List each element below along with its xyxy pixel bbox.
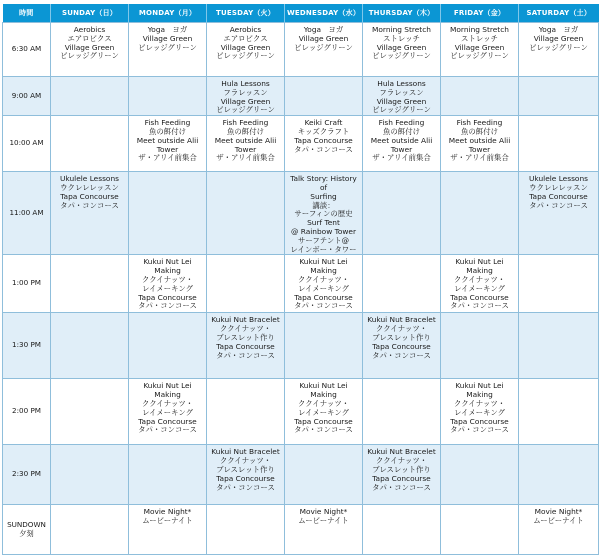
activity-text: ククイナッツ・: [375, 324, 428, 334]
activity-text: フラレッスン: [223, 87, 268, 97]
activity-text: タパ・コンコース: [216, 482, 275, 492]
activity-text: Tapa Concourse: [60, 191, 119, 201]
time-cell: [3, 255, 51, 313]
activity-text: ウクレレレッスン: [60, 182, 119, 192]
activity-text: Tapa Concourse: [294, 135, 353, 145]
saturday-activity-cell: [519, 505, 599, 555]
activity-text: Movie Night*: [143, 507, 192, 517]
activity-text: Ukulele Lessons: [60, 174, 119, 184]
tuesday-activity-cell: [207, 379, 285, 445]
time-cell: [3, 313, 51, 379]
friday-activity-cell: [441, 313, 519, 379]
activity-text: Talk Story: History of: [290, 174, 357, 192]
activity-text: Meet outside Alii: [136, 135, 199, 145]
activity-text: Hula Lessons: [221, 79, 270, 88]
wednesday-activity-cell: [285, 445, 363, 505]
activity-text: Yoga ヨガ: [303, 25, 344, 34]
activity-text: Tapa Concourse: [216, 473, 275, 483]
activity-text: レイメーキング: [297, 283, 350, 293]
thursday-activity-cell: [363, 172, 441, 255]
activity-text: Fish Feeding: [144, 118, 191, 128]
activity-text: レイメーキング: [297, 407, 350, 417]
time-cell: [3, 379, 51, 445]
activity-text: Morning Stretch: [372, 25, 431, 34]
saturday-activity-cell: [519, 255, 599, 313]
activity-text: Yoga ヨガ: [538, 25, 579, 34]
activity-text: レイメーキング: [453, 283, 506, 293]
activity-text: 魚の餌付け: [149, 126, 186, 136]
wednesday-column-header: WEDNESDAY（水）: [285, 4, 363, 23]
friday-activity-cell: [441, 116, 519, 172]
time-label: 2:30 PM: [12, 469, 41, 479]
monday-activity-cell: [129, 23, 207, 77]
activity-text: ストレッチ: [383, 33, 420, 43]
activity-text: タパ・コンコース: [60, 200, 119, 210]
activity-text: エアロビクス: [223, 33, 268, 43]
activity-text: ウクレレレッスン: [529, 182, 588, 192]
activity-text: Surf Tent: [307, 218, 340, 228]
schedule-body: [3, 23, 599, 555]
activity-text: Morning Stretch: [450, 25, 509, 34]
friday-activity-cell: [441, 172, 519, 255]
thursday-activity-cell: [363, 23, 441, 77]
saturday-activity-cell: [519, 116, 599, 172]
sunday-column-header: SUNDAY（日）: [51, 4, 129, 23]
activity-text: Kukui Nut Lei: [299, 381, 348, 391]
monday-activity-cell: [129, 379, 207, 445]
activity-text: Village Green: [220, 96, 271, 106]
activity-text: 講談：: [312, 200, 335, 210]
thursday-activity-cell: [363, 116, 441, 172]
activity-text: Ukulele Lessons: [529, 174, 588, 184]
tuesday-activity-cell: [207, 505, 285, 555]
activity-text: ビレッジグリーン: [372, 105, 431, 115]
activity-text: ビレッジグリーン: [216, 105, 275, 115]
wednesday-activity-cell: [285, 379, 363, 445]
activity-text: Village Green: [376, 96, 427, 106]
activity-text: Tapa Concourse: [372, 341, 431, 351]
activity-text: Village Green: [142, 33, 193, 43]
time-cell: [3, 505, 51, 555]
activity-text: Keiki Craft: [304, 118, 343, 128]
wednesday-activity-cell: [285, 313, 363, 379]
saturday-activity-cell: [519, 313, 599, 379]
schedule-row: [3, 505, 599, 555]
monday-activity-cell: [129, 255, 207, 313]
tuesday-activity-cell: [207, 445, 285, 505]
activity-text: Surfing: [310, 191, 337, 201]
activity-text: ククイナッツ・: [453, 274, 506, 284]
thursday-activity-cell: [363, 505, 441, 555]
activity-text: ザ・アリイ前集合: [216, 153, 275, 163]
activity-text: Meet outside Alii: [370, 135, 433, 145]
activity-text: Kukui Nut Lei: [143, 257, 192, 267]
schedule-row: [3, 172, 599, 255]
activity-text: サーフィンの歴史: [294, 209, 353, 219]
activity-text: タパ・コンコース: [372, 350, 431, 360]
sunday-activity-cell: [51, 116, 129, 172]
activity-text: Movie Night*: [534, 507, 583, 517]
activity-text: フラレッスン: [379, 87, 424, 97]
schedule-row: [3, 379, 599, 445]
time-cell: [3, 23, 51, 77]
thursday-activity-cell: [363, 313, 441, 379]
time-label: SUNDOWN: [7, 520, 46, 530]
time-column-header: 時間: [3, 4, 51, 23]
sunday-activity-cell: [51, 23, 129, 77]
schedule-row: [3, 255, 599, 313]
activity-text: ビレッジグリーン: [138, 42, 197, 52]
activity-text: ククイナッツ・: [297, 398, 350, 408]
activity-text: ブレスレット作り: [372, 464, 431, 474]
friday-activity-cell: [441, 379, 519, 445]
activity-text: タパ・コンコース: [450, 301, 509, 311]
activity-text: Making: [466, 266, 493, 276]
activity-text: ブレスレット作り: [372, 332, 431, 342]
activity-text: タパ・コンコース: [294, 301, 353, 311]
sunday-activity-cell: [51, 313, 129, 379]
activity-text: タパ・コンコース: [294, 425, 353, 435]
activity-text: Fish Feeding: [222, 118, 269, 128]
activity-text: ビレッジグリーン: [529, 42, 588, 52]
activity-text: ククイナッツ・: [141, 274, 194, 284]
activity-text: ビレッジグリーン: [60, 51, 119, 61]
activity-text: レインボー・タワー: [290, 244, 357, 254]
activity-text: Fish Feeding: [456, 118, 503, 128]
sunday-activity-cell: [51, 172, 129, 255]
thursday-activity-cell: [363, 379, 441, 445]
activity-text: Making: [310, 390, 337, 400]
monday-activity-cell: [129, 77, 207, 116]
monday-column-header: MONDAY（月）: [129, 4, 207, 23]
schedule-row: [3, 116, 599, 172]
activity-text: Fish Feeding: [378, 118, 425, 128]
activity-text: Tapa Concourse: [450, 416, 509, 426]
activity-text: Village Green: [533, 33, 584, 43]
tuesday-column-header: TUESDAY（火）: [207, 4, 285, 23]
schedule-row: [3, 445, 599, 505]
friday-activity-cell: [441, 445, 519, 505]
activity-text: レイメーキング: [141, 283, 194, 293]
activity-text: Hula Lessons: [377, 79, 426, 88]
sunday-activity-cell: [51, 505, 129, 555]
saturday-activity-cell: [519, 23, 599, 77]
activity-text: Kukui Nut Lei: [455, 381, 504, 391]
activity-text: 魚の餌付け: [383, 126, 420, 136]
time-label: 10:00 AM: [9, 138, 44, 148]
activity-text: Tapa Concourse: [216, 341, 275, 351]
wednesday-activity-cell: [285, 77, 363, 116]
activity-text: ストレッチ: [461, 33, 498, 43]
friday-activity-cell: [441, 23, 519, 77]
activity-text: Tapa Concourse: [294, 416, 353, 426]
activity-text: Village Green: [220, 42, 271, 52]
wednesday-activity-cell: [285, 116, 363, 172]
activity-text: Yoga ヨガ: [147, 25, 188, 34]
activity-text: Tower: [156, 144, 179, 154]
sunday-activity-cell: [51, 379, 129, 445]
activity-text: ククイナッツ・: [219, 456, 272, 466]
activity-text: ザ・アリイ前集合: [450, 153, 509, 163]
tuesday-activity-cell: [207, 255, 285, 313]
activity-text: Kukui Nut Lei: [299, 257, 348, 267]
sunday-activity-cell: [51, 255, 129, 313]
monday-activity-cell: [129, 505, 207, 555]
time-label: 2:00 PM: [12, 406, 41, 416]
activity-text: @ Rainbow Tower: [291, 226, 356, 236]
activity-text: レイメーキング: [141, 407, 194, 417]
friday-column-header: FRIDAY（金）: [441, 4, 519, 23]
activity-text: Kukui Nut Bracelet: [211, 315, 280, 325]
activity-text: ビレッジグリーン: [450, 51, 509, 61]
activity-text: タパ・コンコース: [216, 350, 275, 360]
activity-text: Village Green: [64, 42, 115, 52]
activity-text: 魚の餌付け: [227, 126, 264, 136]
activity-text: ムービーナイト: [533, 516, 584, 526]
activity-text: ククイナッツ・: [141, 398, 194, 408]
time-cell: [3, 77, 51, 116]
activity-text: Tapa Concourse: [138, 292, 197, 302]
activity-text: Aerobics: [73, 25, 106, 34]
activity-text: Movie Night*: [299, 507, 348, 517]
time-label: 1:00 PM: [12, 278, 41, 288]
activity-schedule-table: [2, 4, 599, 555]
activity-text: Kukui Nut Lei: [143, 381, 192, 391]
time-label: 6:30 AM: [11, 44, 42, 54]
tuesday-activity-cell: [207, 313, 285, 379]
activity-text: キッズクラフト: [297, 126, 350, 136]
time-cell: [3, 445, 51, 505]
activity-text: ザ・アリイ前集合: [138, 153, 197, 163]
activity-text: タパ・コンコース: [138, 425, 197, 435]
activity-text: レイメーキング: [453, 407, 506, 417]
header-row: [3, 4, 599, 23]
activity-text: タパ・コンコース: [294, 144, 353, 154]
friday-activity-cell: [441, 77, 519, 116]
activity-text: Tower: [390, 144, 413, 154]
activity-text: Meet outside Alii: [448, 135, 511, 145]
monday-activity-cell: [129, 172, 207, 255]
activity-text: Kukui Nut Lei: [455, 257, 504, 267]
sunday-activity-cell: [51, 77, 129, 116]
activity-text: タパ・コンコース: [450, 425, 509, 435]
saturday-activity-cell: [519, 172, 599, 255]
sunday-activity-cell: [51, 445, 129, 505]
activity-text: タパ・コンコース: [529, 200, 588, 210]
saturday-activity-cell: [519, 379, 599, 445]
thursday-activity-cell: [363, 77, 441, 116]
time-label: 1:30 PM: [12, 340, 41, 350]
activity-text: Tapa Concourse: [138, 416, 197, 426]
monday-activity-cell: [129, 116, 207, 172]
tuesday-activity-cell: [207, 172, 285, 255]
activity-text: Meet outside Alii: [214, 135, 277, 145]
activity-text: ビレッジグリーン: [216, 51, 275, 61]
activity-text: Making: [154, 266, 181, 276]
activity-text: ムービーナイト: [298, 516, 349, 526]
wednesday-activity-cell: [285, 505, 363, 555]
time-label: 11:00 AM: [9, 207, 44, 217]
tuesday-activity-cell: [207, 116, 285, 172]
time-label: 9:00 AM: [11, 90, 42, 100]
activity-text: ビレッジグリーン: [372, 51, 431, 61]
activity-text: ビレッジグリーン: [294, 42, 353, 52]
activity-text: Tapa Concourse: [372, 473, 431, 483]
activity-text: Kukui Nut Bracelet: [367, 447, 436, 457]
schedule-row: [3, 23, 599, 77]
tuesday-activity-cell: [207, 23, 285, 77]
activity-text: Tower: [468, 144, 491, 154]
activity-text: ククイナッツ・: [297, 274, 350, 284]
activity-text: ブレスレット作り: [216, 332, 275, 342]
activity-text: ククイナッツ・: [453, 398, 506, 408]
activity-text: Making: [466, 390, 493, 400]
thursday-activity-cell: [363, 445, 441, 505]
time-cell: [3, 116, 51, 172]
activity-text: ククイナッツ・: [219, 324, 272, 334]
activity-text: Aerobics: [229, 25, 262, 34]
activity-text: Making: [310, 266, 337, 276]
activity-text: Tapa Concourse: [294, 292, 353, 302]
schedule-row: [3, 77, 599, 116]
wednesday-activity-cell: [285, 172, 363, 255]
friday-activity-cell: [441, 505, 519, 555]
tuesday-activity-cell: [207, 77, 285, 116]
activity-text: ブレスレット作り: [216, 464, 275, 474]
activity-text: Village Green: [298, 33, 349, 43]
activity-text: エアロビクス: [67, 33, 112, 43]
activity-text: タパ・コンコース: [138, 301, 197, 311]
monday-activity-cell: [129, 313, 207, 379]
time-label: 夕刻: [19, 528, 34, 538]
activity-text: ザ・アリイ前集合: [372, 153, 431, 163]
activity-text: タパ・コンコース: [372, 482, 431, 492]
wednesday-activity-cell: [285, 23, 363, 77]
activity-text: ムービーナイト: [142, 516, 193, 526]
saturday-activity-cell: [519, 77, 599, 116]
friday-activity-cell: [441, 255, 519, 313]
activity-text: Making: [154, 390, 181, 400]
thursday-column-header: THURSDAY（木）: [363, 4, 441, 23]
activity-text: サーフテント@: [298, 235, 349, 245]
activity-text: 魚の餌付け: [461, 126, 498, 136]
activity-text: Kukui Nut Bracelet: [211, 447, 280, 457]
saturday-column-header: SATURDAY（土）: [519, 4, 599, 23]
schedule-row: [3, 313, 599, 379]
activity-text: Tapa Concourse: [450, 292, 509, 302]
wednesday-activity-cell: [285, 255, 363, 313]
monday-activity-cell: [129, 445, 207, 505]
activity-text: Village Green: [454, 42, 505, 52]
saturday-activity-cell: [519, 445, 599, 505]
activity-text: ククイナッツ・: [375, 456, 428, 466]
time-cell: [3, 172, 51, 255]
activity-text: Tower: [234, 144, 257, 154]
activity-text: Village Green: [376, 42, 427, 52]
thursday-activity-cell: [363, 255, 441, 313]
activity-text: Tapa Concourse: [529, 191, 588, 201]
activity-text: Kukui Nut Bracelet: [367, 315, 436, 325]
